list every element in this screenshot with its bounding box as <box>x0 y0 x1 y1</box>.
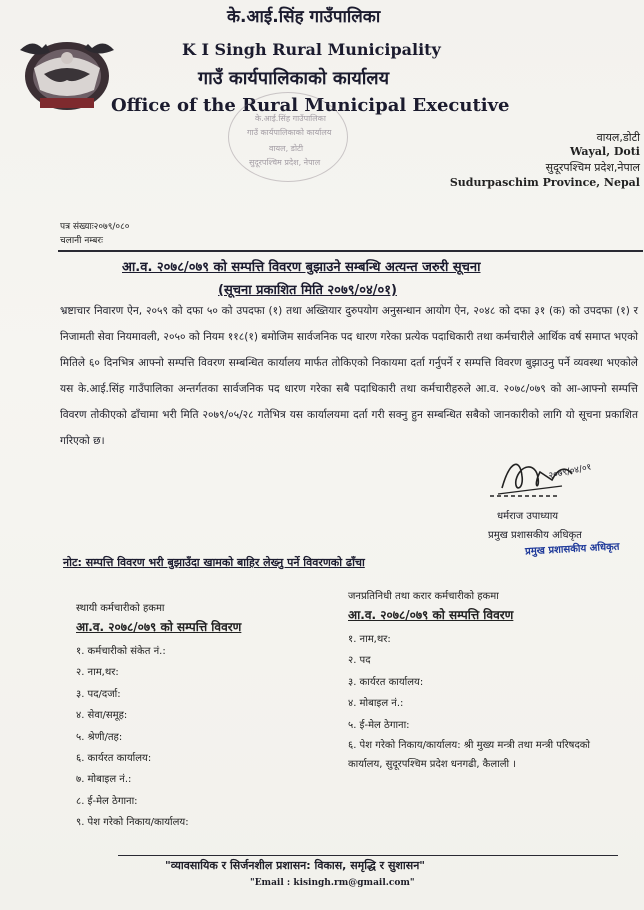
stamp-text-line: सुदूरपश्चिम प्रदेश, नेपाल <box>249 158 321 167</box>
form-field: २. नाम,थर: <box>76 667 119 679</box>
letter-number: पत्र संख्याः२०७९/०८० <box>60 222 130 232</box>
form-field: ५. श्रेणी/तह: <box>76 731 123 743</box>
note-heading: नोट: सम्पत्ति विवरण भरी बुझाउँदा खामको बाहिर लेख्नु पर्ने विवरणको ढाँचा <box>63 556 365 569</box>
form-field: ७. मोबाइल नं.: <box>76 774 132 786</box>
footer-email: "Email : kisingh.rm@gmail.com" <box>250 878 415 888</box>
form-field: १. नाम,थर: <box>348 634 391 645</box>
notice-subtitle: (सूचना प्रकाशित मिति २०७९/०४/०१) <box>218 283 397 298</box>
form-field: ४. मोबाइल नं.: <box>348 698 404 710</box>
form-field: २. पद <box>348 655 371 667</box>
form-field: ५. ई-मेल ठेगाना: <box>348 719 410 731</box>
header-divider <box>58 250 643 252</box>
office-name-english: Office of the Rural Municipal Executive <box>111 95 510 116</box>
signatory-name: धर्मराज उपाध्याय <box>497 511 559 522</box>
notice-title: आ.व. २०७८/०७९ को सम्पत्ति विवरण बुझाउने सम्बन्धि अत्यन्त जरुरी सूचना <box>122 260 481 275</box>
designation-stamp: प्रमुख प्रशासकीय अधिकृत <box>524 541 620 558</box>
municipality-name-nepali: के.आई.सिंह गाउँपालिका <box>227 7 381 27</box>
form-label: स्थायी कर्मचारीको हकमा <box>76 603 165 614</box>
form-field: ६. कार्यरत कार्यालय: <box>76 753 152 765</box>
form-label: जनप्रतिनिधी तथा करार कर्मचारीको हकमा <box>348 591 499 602</box>
form-field: ९. पेश गरेको निकाय/कार्यालय: <box>76 817 189 829</box>
address-line1-nepali: वायल,डोटी <box>596 131 640 144</box>
form-field: ६. पेश गरेको निकाय/कार्यालय: श्री मुख्य मन्त्री तथा मन्त्री परिषदको कार्यालय, सुदूरपश्चिम प्रदेश धनगढी, कैलाली । <box>348 740 591 771</box>
form-heading: आ.व. २०७८/०७९ को सम्पत्ति विवरण <box>348 608 514 622</box>
form-field-list <box>76 641 241 834</box>
signature-date: २०७९/०४/०१ <box>547 462 593 482</box>
stamp-text-line: के.आई.सिंह गाउँपालिका <box>255 114 326 123</box>
address-line2-nepali: सुदूरपश्चिम प्रदेश,नेपाल <box>545 161 640 174</box>
stamp-text-line: गाउँ कार्यपालिकाको कार्यालय <box>247 128 332 137</box>
nepal-emblem-logo <box>12 28 122 116</box>
permanent-staff-form <box>76 600 241 834</box>
form-field: १. कर्मचारीको संकेत नं.: <box>76 646 166 657</box>
form-field: ३. पद/दर्जा: <box>76 688 121 700</box>
address-line2-english: Sudurpaschim Province, Nepal <box>449 176 640 189</box>
office-round-stamp <box>228 92 348 182</box>
signatory-designation: प्रमुख प्रशासकीय अधिकृत <box>488 530 582 541</box>
dispatch-number: चलानी नम्बरः <box>60 236 103 246</box>
stamp-text-line: वायल, डोटी <box>269 144 304 153</box>
signature-dash-line <box>490 492 560 500</box>
address-line1-english: Wayal, Doti <box>569 145 640 158</box>
form-field: ३. कार्यरत कार्यालय: <box>348 676 424 688</box>
notice-body: भ्रष्टाचार निवारण ऐन, २०५९ को दफा ५० को उपदफा (१) तथा अख्तियार दुरुपयोग अनुसन्धान आयोग ऐन, २०४८ को दफा ३१ (क) को उपदफा (१) र निजामती सेवा नियमावली, २०५० को नियम ११८(१) बमोजिम सार्वजनिक पद धारण गरेका प्रत्येक पदाधिकारी तथा कर्मचारीले आर्थिक वर्ष समाप्त भएको मितिले ६० दिनभित्र आफ्नो सम्पत्ति विवरण सम्बन्धित कार्यालय मार्फत तोकिएको निकायमा दर्ता गर्नुपर्ने र सम्पत्ति विवरण बुझाउनु पर्ने व्यवस्था भएकोले यस के.आई.सिंह गाउँपालिका अन्तर्गतका सार्वजनिक पद धारण गरेका सबै पदाधिकारी तथा कर्मचारीहरुले आ.व. २०७८/०७९ को आ-आफ्नो सम्पत्ति विवरण तोकीएको ढाँचामा भरी मिति २०७९/०५/२८ गतेभित्र यस कार्यालयमा दर्ता गरी सक्नु हुन सम्बन्धित सबैको जानकारीको लागि यो सूचना प्रकाशित गरिएको छ। <box>60 305 638 447</box>
representative-contract-staff-form <box>348 588 598 774</box>
footer-motto: "व्यावसायिक र सिर्जनशील प्रशासन: विकास, समृद्धि र सुशासन" <box>165 859 426 872</box>
form-heading: आ.व. २०७८/०७९ को सम्पत्ति विवरण <box>76 620 242 634</box>
form-field: ८. ई-मेल ठेगाना: <box>76 795 138 807</box>
form-field: ४. सेवा/समूह: <box>76 710 128 722</box>
municipality-name-english: K I Singh Rural Municipality <box>182 40 441 59</box>
office-name-nepali: गाउँ कार्यपालिकाको कार्यालय <box>198 68 390 89</box>
footer-divider <box>118 855 618 856</box>
form-field-list <box>348 629 598 774</box>
